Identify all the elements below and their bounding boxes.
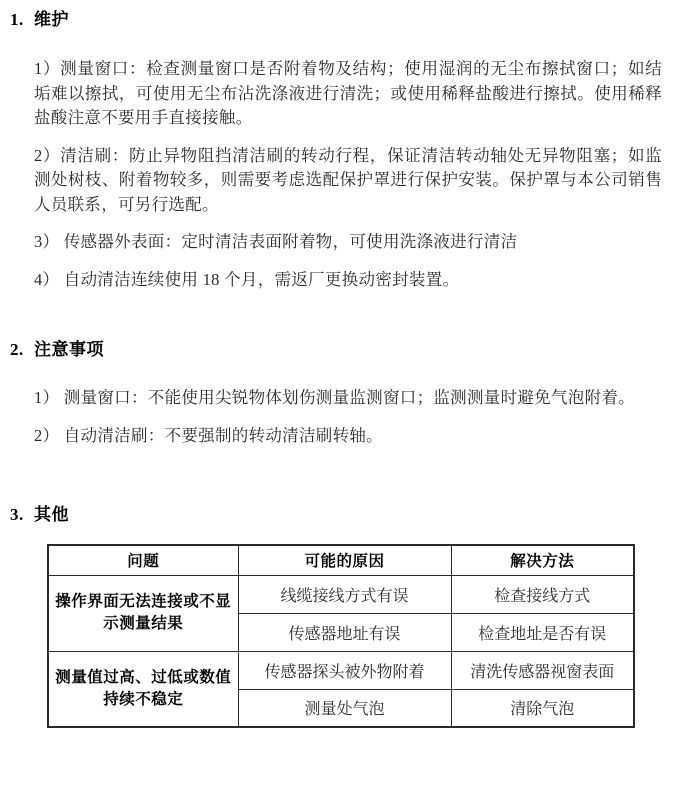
column-header-cause: 可能的原因 [238, 545, 451, 575]
section-title: 维护 [34, 10, 69, 29]
paragraph: 1） 测量窗口：不能使用尖锐物体划伤测量监测窗口；监测测量时避免气泡附着。 [34, 388, 635, 407]
problem-cell: 测量值过高、过低或数值持续不稳定 [48, 651, 238, 727]
section-title: 其他 [34, 505, 69, 524]
paragraph: 3） 传感器外表面：定时清洁表面附着物，可使用洗涤液进行清洁 [34, 232, 518, 251]
section-number: 2. [10, 340, 24, 359]
section-heading [10, 505, 662, 525]
section-maintenance [10, 10, 662, 292]
section-number: 1. [10, 10, 24, 29]
section-heading [10, 340, 662, 360]
cause-cell: 传感器地址有误 [238, 613, 451, 651]
table-header-row [48, 545, 634, 575]
column-header-solution: 解决方法 [451, 545, 634, 575]
solution-cell: 清除气泡 [451, 689, 634, 727]
paragraph: 2） 自动清洁刷：不要强制的转动清洁刷转轴。 [34, 425, 383, 445]
section-heading [10, 10, 662, 30]
solution-cell: 清洗传感器视窗表面 [451, 651, 634, 689]
paragraph: 1）测量窗口：检查测量窗口是否附着物及结构；使用湿润的无尘布擦拭窗口；如结垢难以擦拭，可使用无尘布沾洗涤液进行清洗；或使用稀释盐酸进行擦拭。使用稀释盐酸注意不要用手直接接触。 [34, 59, 662, 127]
table-row [48, 575, 634, 613]
troubleshooting-table [47, 544, 635, 728]
solution-cell: 检查接线方式 [451, 575, 634, 613]
paragraph: 4） 自动清洁连续使用 18 个月，需返厂更换动密封装置。 [34, 269, 460, 289]
section-body [10, 57, 662, 292]
problem-cell: 操作界面无法连接或不显示测量结果 [48, 575, 238, 651]
solution-cell: 检查地址是否有误 [451, 613, 634, 651]
paragraph: 2）清洁刷：防止异物阻挡清洁刷的转动行程，保证清洁转动轴处无异物阻塞；如监测处树枝、附着物较多，则需要考虑选配保护罩进行保护安装。保护罩与本公司销售人员联系，可另行选配。 [34, 145, 662, 214]
cause-cell: 测量处气泡 [238, 689, 451, 727]
table-row [48, 651, 634, 689]
cause-cell: 线缆接线方式有误 [238, 575, 451, 613]
column-header-problem: 问题 [48, 545, 238, 575]
section-body [10, 386, 662, 448]
section-number: 3. [10, 505, 24, 524]
section-precautions [10, 340, 662, 448]
section-other [10, 505, 662, 728]
section-title: 注意事项 [34, 340, 104, 359]
cause-cell: 传感器探头被外物附着 [238, 651, 451, 689]
